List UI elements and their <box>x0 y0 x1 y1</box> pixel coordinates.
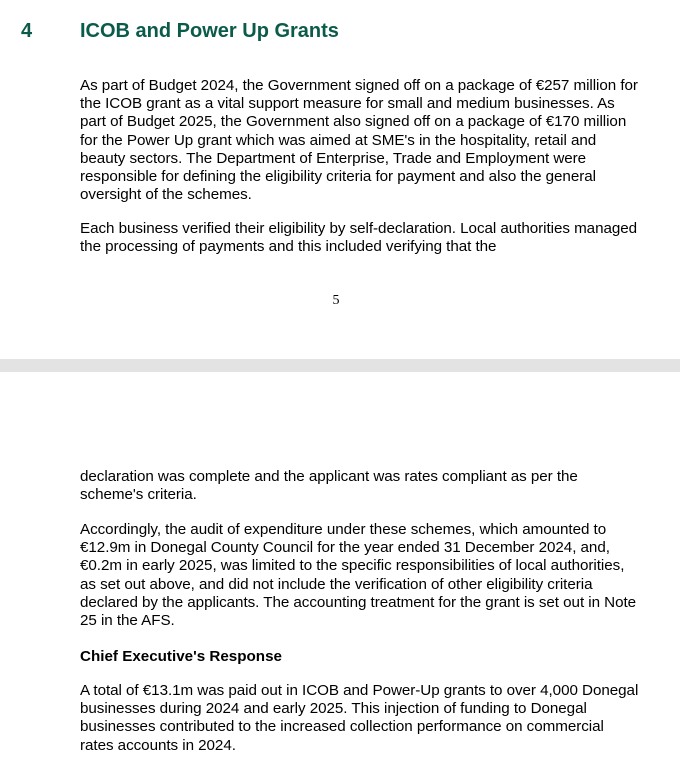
paragraph-eligibility: Each business verified their eligibility by self-declaration. Local authorities managed the processing of payments and this included verifying that the <box>80 220 638 256</box>
document-page-bottom <box>0 372 680 770</box>
paragraph-declaration: declaration was complete and the applicant was rates compliant as per the scheme's criteria. <box>80 468 578 504</box>
paragraph-audit-expenditure: Accordingly, the audit of expenditure under these schemes, which amounted to €12.9m in Donegal County Council for the year ended 31 December 2024, and, €0.2m in early 2025, was limited to the specific responsibilities of local authorities, as set out above, and did not include the verification of other eligibility criteria declared by the applicants. The accounting treatment for the grant is set out in Note 25 in the AFS. <box>80 521 637 630</box>
section-title: ICOB and Power Up Grants <box>80 20 339 42</box>
paragraph-budget-grants: As part of Budget 2024, the Government signed off on a package of €257 million for the ICOB grant as a vital support measure for small and medium businesses. As part of Budget 2025, the Government also signed off on a package of €170 million for the Power Up grant which was aimed at SME's in the hospitality, retail and beauty sectors. The Department of Enterprise, Trade and Employment were responsible for defining the eligibility criteria for payment and also the general oversight of the schemes. <box>80 77 638 204</box>
paragraph-chief-executive-response: A total of €13.1m was paid out in ICOB and Power-Up grants to over 4,000 Donegal businesses during 2024 and early 2025. This injection of funding to Donegal businesses contributed to the increased collection performance on commercial rates accounts in 2024. <box>80 682 639 754</box>
chief-executive-response-heading: Chief Executive's Response <box>80 648 282 665</box>
page-number: 5 <box>332 293 340 308</box>
section-number: 4 <box>21 20 33 42</box>
page-separator <box>0 359 680 372</box>
document-page-top <box>0 0 680 359</box>
